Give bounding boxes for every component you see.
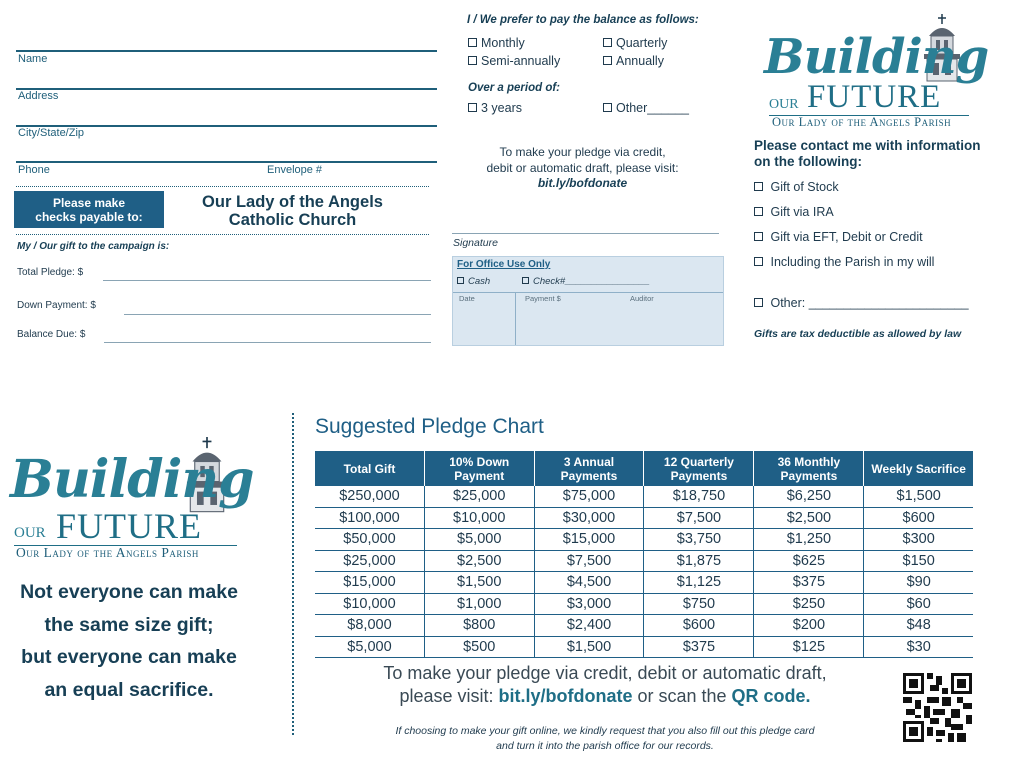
table-cell: $4,500 bbox=[534, 572, 644, 594]
slogan bbox=[0, 576, 258, 706]
table-cell: $18,750 bbox=[644, 486, 754, 507]
table-cell: $1,000 bbox=[424, 593, 534, 615]
signature-label: Signature bbox=[453, 237, 498, 249]
footer-line2-mid: or scan the bbox=[632, 686, 732, 706]
checkbox-icon bbox=[468, 103, 477, 112]
table-cell: $250 bbox=[754, 593, 864, 615]
city-label: City/State/Zip bbox=[18, 127, 85, 139]
office-auditor: Auditor bbox=[630, 294, 654, 303]
gift-divider bbox=[16, 234, 429, 235]
office-cash bbox=[457, 276, 490, 287]
table-row bbox=[315, 572, 973, 594]
option-other[interactable] bbox=[603, 101, 689, 115]
table-cell: $6,250 bbox=[754, 486, 864, 507]
footer-line2-pre: please visit: bbox=[399, 686, 499, 706]
semiannually-label: Semi-annually bbox=[481, 54, 561, 68]
contact-option-label: Gift via EFT, Debit or Credit bbox=[770, 230, 923, 244]
phone-line bbox=[16, 161, 437, 163]
footer-line2 bbox=[300, 685, 910, 708]
checks-payable-box bbox=[14, 191, 164, 228]
logo-parish-text: Our Lady of the Angels Parish bbox=[16, 545, 199, 560]
contact-option-other[interactable] bbox=[754, 296, 969, 310]
contact-other-label: Other: _______________________ bbox=[770, 296, 969, 310]
checks-payable-line1: Please make bbox=[52, 196, 126, 210]
table-cell: $625 bbox=[754, 550, 864, 572]
table-row bbox=[315, 615, 973, 637]
contact-heading-line1: Please contact me with information bbox=[754, 138, 981, 153]
signature-line[interactable] bbox=[452, 233, 719, 234]
table-cell: $375 bbox=[644, 636, 754, 658]
online-line1: To make your pledge via credit, bbox=[499, 145, 666, 159]
monthly-label: Monthly bbox=[481, 36, 525, 50]
option-three-years[interactable] bbox=[468, 101, 522, 115]
table-cell: $30,000 bbox=[534, 507, 644, 529]
checks-payable-line2: checks payable to: bbox=[35, 210, 143, 224]
contact-heading-line2: on the following: bbox=[754, 154, 862, 169]
logo-script-text: Building bbox=[764, 29, 989, 85]
table-cell: $30 bbox=[864, 636, 973, 658]
checkbox-icon bbox=[754, 232, 763, 241]
table-cell: $2,400 bbox=[534, 615, 644, 637]
total-pledge-label: Total Pledge: $ bbox=[17, 267, 84, 278]
table-cell: $2,500 bbox=[754, 507, 864, 529]
period-heading: Over a period of: bbox=[468, 82, 561, 94]
office-use-box bbox=[452, 256, 724, 346]
contact-option-label: Gift of Stock bbox=[770, 180, 839, 194]
contact-option[interactable] bbox=[754, 230, 923, 244]
table-cell: $125 bbox=[754, 636, 864, 658]
checkbox-icon bbox=[468, 38, 477, 47]
table-header-row bbox=[315, 451, 973, 486]
checkbox-icon bbox=[754, 207, 763, 216]
church-line2: Catholic Church bbox=[228, 211, 357, 229]
checkbox-icon bbox=[603, 56, 612, 65]
column-header: Weekly Sacrifice bbox=[864, 451, 973, 486]
office-col-divider bbox=[515, 292, 516, 345]
table-cell: $3,750 bbox=[644, 529, 754, 551]
table-row bbox=[315, 636, 973, 658]
name-line bbox=[16, 50, 437, 52]
three-years-label: 3 years bbox=[481, 101, 522, 115]
slogan-line4: an equal sacrifice. bbox=[44, 678, 214, 701]
chart-title: Suggested Pledge Chart bbox=[315, 415, 544, 438]
contact-option[interactable] bbox=[754, 180, 839, 194]
table-row bbox=[315, 507, 973, 529]
table-row bbox=[315, 529, 973, 551]
column-header: 12 Quarterly Payments bbox=[644, 451, 754, 486]
logo-future-text: FUTURE bbox=[56, 506, 203, 546]
table-cell: $1,500 bbox=[534, 636, 644, 658]
table-cell: $500 bbox=[424, 636, 534, 658]
table-cell: $5,000 bbox=[424, 529, 534, 551]
column-header: Total Gift bbox=[315, 451, 424, 486]
column-header: 10% Down Payment bbox=[424, 451, 534, 486]
table-cell: $600 bbox=[864, 507, 973, 529]
footer-note-line2: and turn it into the parish office for our records. bbox=[496, 740, 714, 752]
table-cell: $1,500 bbox=[864, 486, 973, 507]
table-cell: $300 bbox=[864, 529, 973, 551]
column-header: 36 Monthly Payments bbox=[754, 451, 864, 486]
footer-url[interactable]: bit.ly/bofdonate bbox=[498, 686, 633, 706]
cash-label: Cash bbox=[468, 276, 491, 287]
phone-label: Phone bbox=[18, 164, 50, 176]
chart-body bbox=[315, 486, 973, 658]
checkbox-icon bbox=[754, 182, 763, 191]
tax-note: Gifts are tax deductible as allowed by law bbox=[754, 328, 962, 340]
balance-due-label: Balance Due: $ bbox=[17, 329, 86, 340]
table-cell: $25,000 bbox=[424, 486, 534, 507]
checkbox-icon bbox=[457, 277, 464, 284]
contact-option[interactable] bbox=[754, 205, 834, 219]
footer-qr-text: QR code. bbox=[731, 686, 811, 706]
checkbox-icon bbox=[603, 38, 612, 47]
slogan-line1: Not everyone can make bbox=[20, 581, 238, 603]
down-payment-label: Down Payment: $ bbox=[17, 300, 96, 311]
table-cell: $15,000 bbox=[315, 572, 424, 594]
table-cell: $1,875 bbox=[644, 550, 754, 572]
office-title: For Office Use Only bbox=[457, 259, 551, 270]
envelope-label: Envelope # bbox=[267, 164, 323, 176]
logo-script-text: Building bbox=[10, 449, 254, 510]
checkbox-icon bbox=[754, 257, 763, 266]
check-label: Check#________________ bbox=[533, 276, 650, 287]
contact-option-label: Gift via IRA bbox=[770, 205, 834, 219]
column-header: 3 Annual Payments bbox=[534, 451, 644, 486]
table-cell: $150 bbox=[864, 550, 973, 572]
office-date: Date bbox=[459, 294, 475, 303]
office-divider bbox=[453, 292, 723, 293]
table-cell: $3,000 bbox=[534, 593, 644, 615]
down-payment-field[interactable] bbox=[124, 314, 431, 315]
address-line bbox=[16, 88, 437, 90]
vertical-divider bbox=[292, 413, 294, 735]
table-cell: $1,500 bbox=[424, 572, 534, 594]
table-cell: $200 bbox=[754, 615, 864, 637]
footer-note bbox=[300, 662, 910, 708]
table-cell: $7,500 bbox=[644, 507, 754, 529]
table-cell: $2,500 bbox=[424, 550, 534, 572]
table-cell: $10,000 bbox=[424, 507, 534, 529]
table-cell: $100,000 bbox=[315, 507, 424, 529]
table-cell: $60 bbox=[864, 593, 973, 615]
balance-due-field[interactable] bbox=[104, 342, 431, 343]
table-cell: $25,000 bbox=[315, 550, 424, 572]
contact-heading bbox=[754, 138, 981, 170]
checkbox-icon bbox=[468, 56, 477, 65]
logo-future-text: FUTURE bbox=[807, 79, 942, 115]
table-cell: $15,000 bbox=[534, 529, 644, 551]
checkbox-icon bbox=[522, 277, 529, 284]
table-cell: $1,125 bbox=[644, 572, 754, 594]
checkbox-icon bbox=[603, 103, 612, 112]
table-row bbox=[315, 486, 973, 507]
contact-option[interactable] bbox=[754, 255, 934, 269]
table-cell: $75,000 bbox=[534, 486, 644, 507]
table-cell: $48 bbox=[864, 615, 973, 637]
table-cell: $250,000 bbox=[315, 486, 424, 507]
other-label: Other______ bbox=[616, 101, 689, 115]
form-divider bbox=[16, 186, 429, 187]
logo-bottom bbox=[10, 437, 254, 565]
table-cell: $90 bbox=[864, 572, 973, 594]
option-annually[interactable] bbox=[603, 54, 664, 68]
table-cell: $600 bbox=[644, 615, 754, 637]
footer-note-line1: If choosing to make your gift online, we kindly request that you also fill out this pledge card bbox=[395, 725, 815, 737]
table-cell: $7,500 bbox=[534, 550, 644, 572]
table-cell: $50,000 bbox=[315, 529, 424, 551]
name-label: Name bbox=[18, 53, 48, 65]
table-cell: $800 bbox=[424, 615, 534, 637]
office-check bbox=[522, 276, 650, 287]
logo-our-text: OUR bbox=[769, 97, 799, 112]
table-cell: $8,000 bbox=[315, 615, 424, 637]
logo-parish-text: Our Lady of the Angels Parish bbox=[772, 115, 952, 129]
logo-our-text: OUR bbox=[14, 525, 46, 541]
online-url[interactable]: bit.ly/bofdonate bbox=[537, 176, 628, 190]
table-cell: $10,000 bbox=[315, 593, 424, 615]
table-cell: $1,250 bbox=[754, 529, 864, 551]
footer-line1: To make your pledge via credit, debit or automatic draft, bbox=[383, 663, 827, 683]
church-line1: Our Lady of the Angels bbox=[202, 193, 383, 211]
pledge-chart-table bbox=[315, 451, 973, 658]
table-cell: $750 bbox=[644, 593, 754, 615]
table-cell: $375 bbox=[754, 572, 864, 594]
table-cell: $5,000 bbox=[315, 636, 424, 658]
option-quarterly[interactable] bbox=[603, 36, 667, 50]
total-pledge-field[interactable] bbox=[103, 280, 431, 281]
qr-code-icon[interactable] bbox=[903, 673, 972, 742]
footer-small-note bbox=[330, 724, 880, 754]
annually-label: Annually bbox=[616, 54, 664, 68]
online-pledge-note bbox=[450, 145, 715, 192]
option-monthly[interactable] bbox=[468, 36, 525, 50]
online-line2: debit or automatic draft, please visit: bbox=[486, 160, 679, 175]
logo-top bbox=[762, 14, 989, 130]
slogan-line3: but everyone can make bbox=[21, 646, 237, 668]
table-row bbox=[315, 550, 973, 572]
payment-heading: I / We prefer to pay the balance as follows: bbox=[467, 14, 699, 26]
contact-option-label: Including the Parish in my will bbox=[770, 255, 935, 269]
church-name bbox=[170, 193, 415, 229]
slogan-line2: the same size gift; bbox=[44, 613, 214, 636]
address-label: Address bbox=[18, 90, 59, 102]
option-semiannually[interactable] bbox=[468, 54, 560, 68]
quarterly-label: Quarterly bbox=[616, 36, 668, 50]
gift-heading: My / Our gift to the campaign is: bbox=[17, 241, 170, 252]
office-payment: Payment $ bbox=[525, 294, 561, 303]
table-row bbox=[315, 593, 973, 615]
checkbox-icon bbox=[754, 298, 763, 307]
